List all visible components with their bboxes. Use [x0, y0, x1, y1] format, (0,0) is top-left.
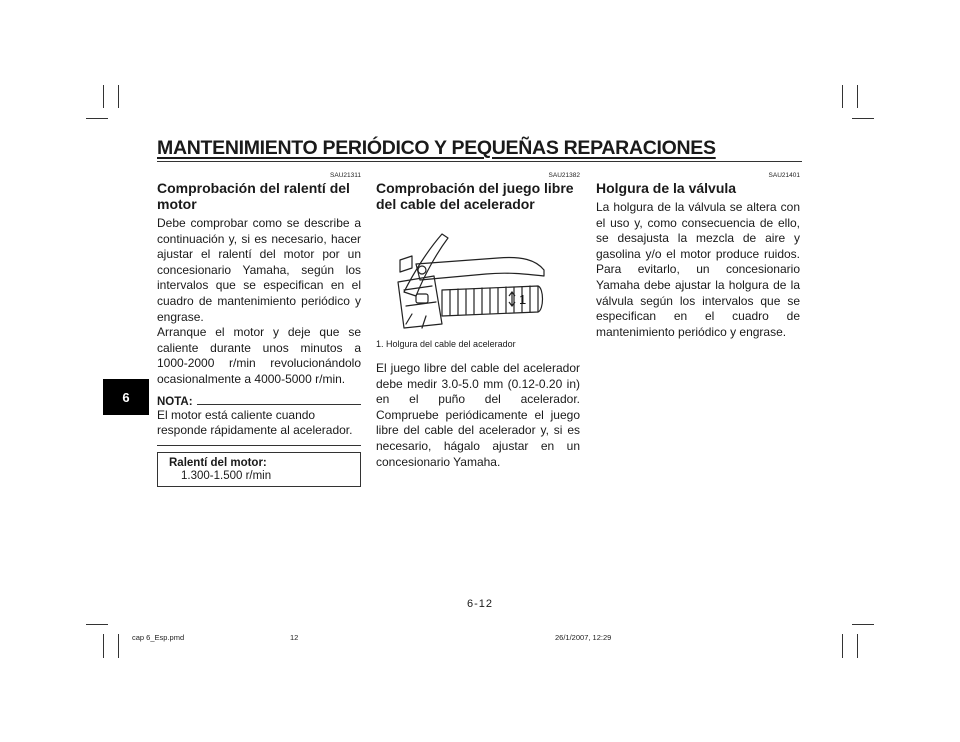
paragraph: El juego libre del cable del acelerador debe medir 3.0-5.0 mm (0.12-0.20 in) en el puño del acelerador. Compruebe periódicamente el juego libre del cable del acelerador y, si es necesario, hágalo ajustar en un concesionario Yamaha. [376, 361, 580, 469]
figure-callout: 1 [519, 292, 527, 307]
spec-label: Ralentí del motor: [169, 456, 267, 469]
chapter-tab [103, 379, 149, 415]
paragraph: La holgura de la válvula se altera con el uso y, como consecuencia de ello, se desajusta la mezcla de aire y gasolina y/o el motor produce ruidos. Para evitarlo, un concesionario Yamaha debe ajustar la holgura de la válvula según los intervalos que se especifican en el cuadro de mantenimiento periódico y engrase. [596, 200, 800, 339]
section-code: SAU21382 [548, 172, 580, 179]
page-number: 6-12 [466, 598, 494, 610]
paragraph: Arranque el motor y deje que se caliente durante unos minutos a 1000-2000 r/min revolucionándolo ocasionalmente a 4000-5000 r/min. [157, 325, 361, 386]
note-text: El motor está caliente cuando responde rápidamente al acelerador. [157, 407, 353, 438]
section-valve-clearance [596, 172, 800, 340]
section-throttle-cable [376, 172, 580, 470]
page-title: MANTENIMIENTO PERIÓDICO Y PEQUEÑAS REPARACIONES [157, 137, 716, 159]
note-label: NOTA: [157, 395, 193, 408]
chapter-tab-label: 6 [122, 389, 130, 405]
section-code: SAU21401 [768, 172, 800, 179]
throttle-grip-illustration [376, 220, 576, 330]
title-rule [157, 161, 802, 162]
footer-filename: cap 6_Esp.pmd [132, 633, 185, 642]
note-end-rule [157, 445, 361, 446]
note-header [157, 396, 361, 408]
spec-value: 1.300-1.500 r/min [181, 469, 272, 482]
figure-caption: 1. Holgura del cable del acelerador [376, 339, 516, 349]
section-heading: Comprobación del juego libre del cable del acelerador [376, 180, 574, 212]
note-rule [197, 404, 361, 405]
section-heading: Comprobación del ralentí del motor [157, 180, 350, 212]
footer-page: 12 [290, 633, 299, 642]
section-heading: Holgura de la válvula [596, 180, 737, 196]
section-idle-speed [157, 172, 361, 487]
spec-box [157, 452, 361, 487]
footer-datetime: 26/1/2007, 12:29 [555, 633, 612, 642]
paragraph: Debe comprobar como se describe a continuación y, si es necesario, hacer ajustar el ralentí del motor por un concesionario Yamaha, según los intervalos que se especifican en el cuadro de mantenimiento periódico y engrase. [157, 216, 361, 324]
section-code: SAU21311 [330, 172, 361, 179]
